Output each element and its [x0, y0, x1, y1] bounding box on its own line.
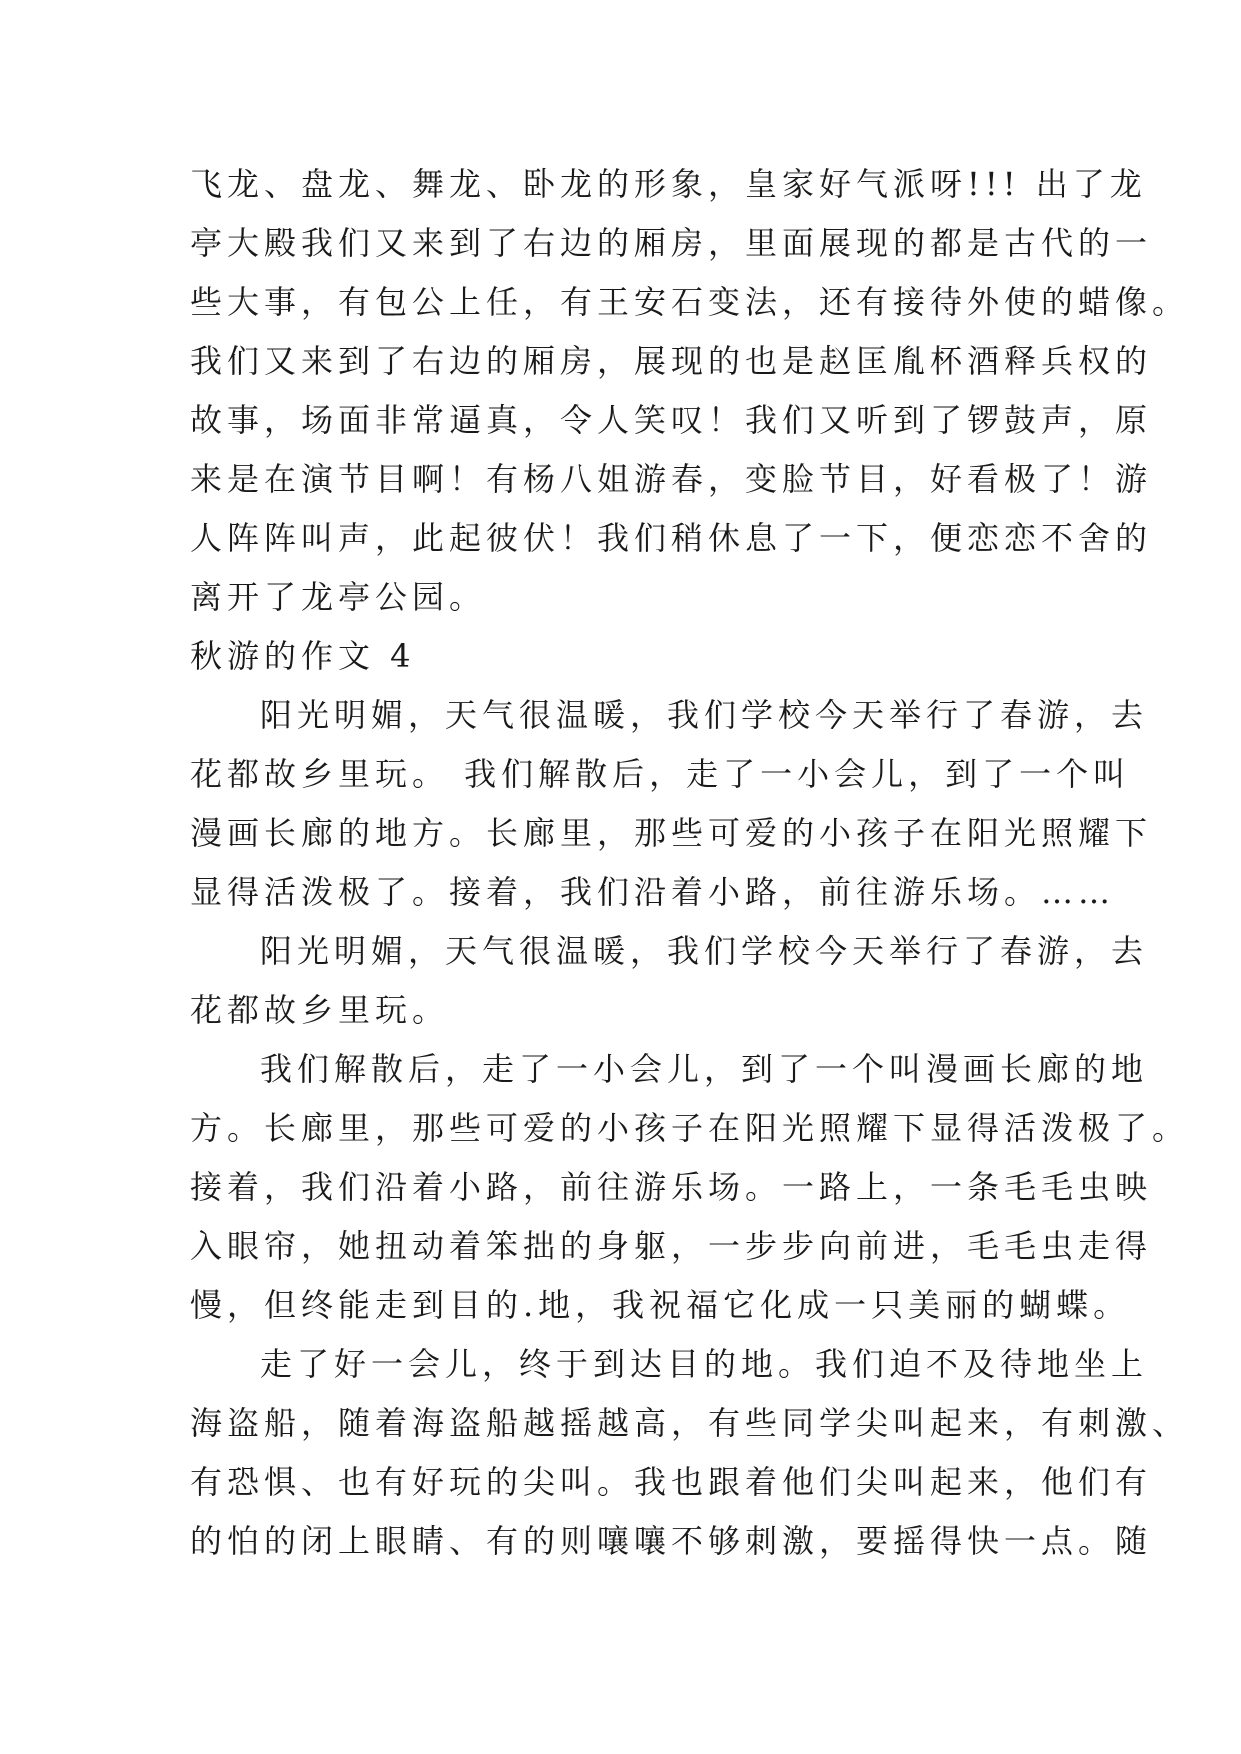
text-line: 慢，但终能走到目的.地，我祝福它化成一只美丽的蝴蝶。 [190, 1286, 1131, 1324]
text-line: 入眼帘，她扭动着笨拙的身躯，一步步向前进，毛毛虫走得 [190, 1227, 1153, 1265]
text-line: 的怕的闭上眼睛、有的则嚷嚷不够刺激，要摇得快一点。随 [190, 1522, 1153, 1560]
text-line: 亭大殿我们又来到了右边的厢房，里面展现的都是古代的一 [190, 224, 1153, 262]
text-line: 人阵阵叫声，此起彼伏！我们稍休息了一下，便恋恋不舍的 [190, 519, 1153, 557]
text-line: 接着，我们沿着小路，前往游乐场。一路上，一条毛毛虫映 [190, 1168, 1153, 1206]
text-line: 离开了龙亭公园。 [190, 578, 487, 616]
text-line: 海盗船，随着海盗船越摇越高，有些同学尖叫起来，有刺激、 [190, 1404, 1190, 1442]
text-line: 我们又来到了右边的厢房，展现的也是赵匡胤杯酒释兵权的 [190, 342, 1153, 380]
text-line: 走了好一会儿，终于到达目的地。我们迫不及待地坐上 [260, 1345, 1149, 1383]
text-line: 显得活泼极了。接着，我们沿着小路，前往游乐场。…… [190, 873, 1116, 911]
text-line: 阳光明媚，天气很温暖，我们学校今天举行了春游，去 [260, 932, 1149, 970]
text-line: 来是在演节目啊！有杨八姐游春，变脸节目，好看极了！游 [190, 460, 1153, 498]
text-line: 花都故乡里玩。 [190, 991, 450, 1029]
text-line: 些大事，有包公上任，有王安石变法，还有接待外使的蜡像。 [190, 283, 1190, 321]
text-line: 故事，场面非常逼真，令人笑叹！我们又听到了锣鼓声，原 [190, 401, 1153, 439]
text-line: 阳光明媚，天气很温暖，我们学校今天举行了春游，去 [260, 696, 1149, 734]
text-line: 花都故乡里玩。 我们解散后，走了一小会儿，到了一个叫 [190, 755, 1131, 793]
text-line: 我们解散后，走了一小会儿，到了一个叫漫画长廊的地 [260, 1050, 1149, 1088]
text-line: 方。长廊里，那些可爱的小孩子在阳光照耀下显得活泼极了。 [190, 1109, 1190, 1147]
text-line: 漫画长廊的地方。长廊里，那些可爱的小孩子在阳光照耀下 [190, 814, 1153, 852]
document-page [190, 155, 1190, 1571]
text-line: 有恐惧、也有好玩的尖叫。我也跟着他们尖叫起来，他们有 [190, 1463, 1153, 1501]
section-heading: 秋游的作文 4 [190, 637, 416, 675]
text-line: 飞龙、盘龙、舞龙、卧龙的形象，皇家好气派呀!!! 出了龙 [190, 165, 1147, 203]
